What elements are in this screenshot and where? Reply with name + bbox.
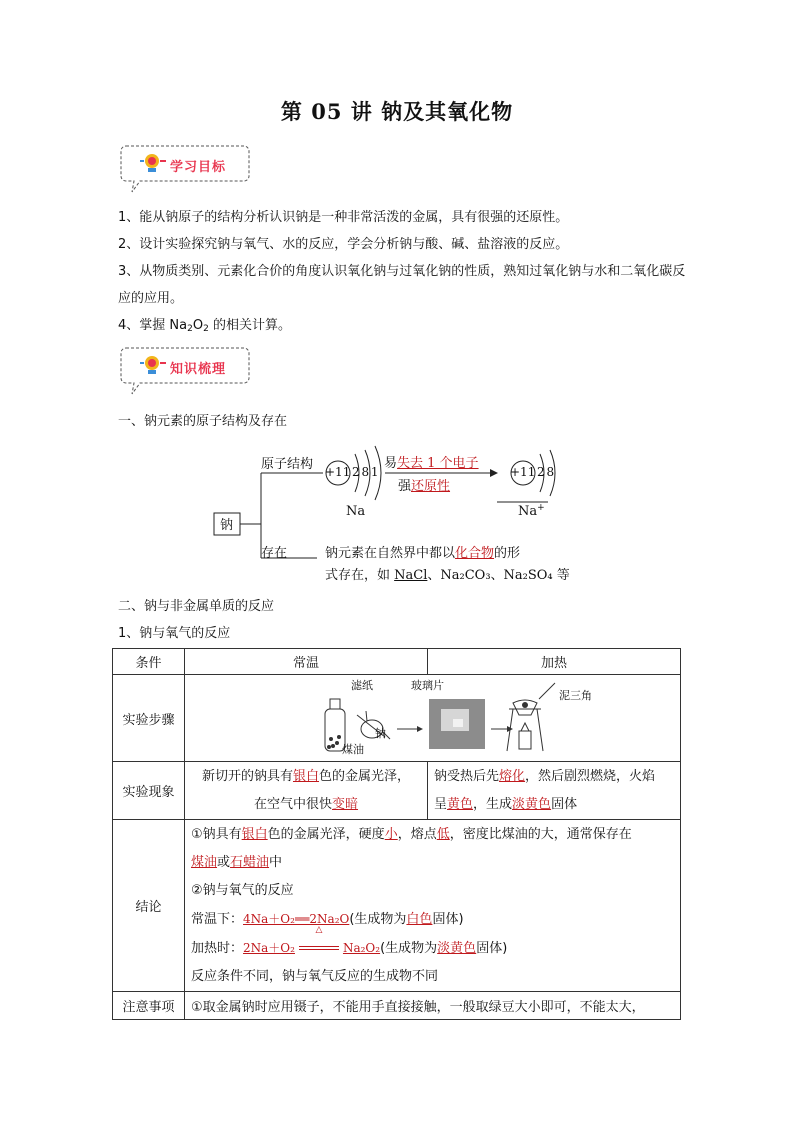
goal-item-2: 2、设计实验探究钠与氧气、水的反应，学会分析钠与酸、碱、盐溶液的反应。 [118, 237, 569, 252]
phenom-text: 新切开的钠具有 [201, 768, 293, 784]
branch-atomic-structure: 原子结构 [261, 457, 314, 472]
phenom-text: ，然后剧烈燃烧，火焰 [525, 768, 656, 784]
phenomena-heating [428, 762, 681, 820]
equation-room-temp: 4Na＋O₂══2Na₂O [243, 911, 350, 926]
arrow-top-answer: 失去 1 个电子 [397, 456, 479, 471]
concl-answer: 白色 [406, 911, 433, 927]
goal-item-3: 3、从物质类别、元素化合价的角度认识氧化钠与过氧化钠的性质，熟知过氧化钠与水和二氧化碳反应的应用。 [118, 264, 686, 306]
atom2-charge: + [537, 503, 545, 513]
section-heading-2: 二、钠与非金属单质的反应 [118, 599, 275, 614]
phenomena-room-temp [185, 762, 428, 820]
existence-text: 钠元素在自然界中都以 [325, 546, 456, 561]
label-clay-triangle: 泥三角 [559, 689, 592, 702]
phenom-answer: 淡黄色 [512, 796, 552, 812]
phenom-text: ，生成 [473, 796, 513, 812]
concl-answer: 煤油 [191, 854, 218, 870]
formula-sub: 2 [203, 324, 209, 334]
concl-text: 固体) [432, 911, 464, 927]
label-kerosene: 煤油 [342, 743, 364, 756]
label-glass-slide: 玻璃片 [411, 679, 444, 692]
phenom-answer: 熔化 [499, 768, 526, 784]
arrow-top-prefix: 易 [384, 456, 398, 471]
concl-text: (生成物为 [349, 911, 407, 927]
learning-goals-label: 学习目标 [170, 160, 227, 175]
row-label-phenomena: 实验现象 [113, 762, 185, 820]
arrow-bottom-prefix: 强 [398, 479, 412, 494]
concl-text: (生成物为 [380, 940, 438, 956]
equation-heat-arrow [295, 924, 343, 963]
phenom-text: 在空气中很快 [253, 796, 332, 812]
subsection-heading-1: 1、钠与氧气的反应 [118, 626, 231, 641]
section-heading-1: 一、钠元素的原子结构及存在 [118, 414, 288, 429]
concl-text: ①钠具有 [191, 826, 242, 842]
existence-text: 式存在，如 [325, 568, 395, 583]
knowledge-badge [118, 342, 250, 396]
concl-text: 加热时： [191, 940, 244, 956]
arrow-bottom-answer: 还原性 [411, 479, 451, 494]
knowledge-label: 知识梳理 [170, 362, 227, 377]
concl-text: 反应条件不同，钠与氧气反应的生成物不同 [191, 968, 439, 984]
phenom-text: 色的金属光泽， [319, 768, 411, 784]
atom2-name: Na [518, 504, 538, 519]
double-line [299, 946, 339, 950]
phenom-text: 呈 [434, 796, 448, 812]
learning-goals-badge [118, 140, 250, 194]
heat-condition-icon: △ [315, 924, 323, 935]
table-row-notes [113, 992, 681, 1020]
root-sodium: 钠 [220, 518, 234, 533]
atom1-shells: 2 8 1 [352, 465, 378, 479]
goal-item-4-suffix: 的相关计算。 [208, 318, 291, 333]
branch-existence: 存在 [261, 546, 288, 561]
sodium-structure-diagram [205, 440, 625, 590]
experiment-images [185, 675, 681, 762]
label-filter-paper: 滤纸 [351, 679, 373, 692]
header-room-temp: 常温 [185, 649, 428, 675]
phenom-text: 固体 [551, 796, 578, 812]
formula-na: Na [169, 318, 188, 333]
equation-heat-product: Na₂O₂ [342, 940, 381, 955]
formula-sub: 2 [187, 324, 193, 334]
atom2-shells: 2 8 [537, 465, 554, 479]
phenom-answer: 银白 [292, 768, 319, 784]
row-label-conclusion: 结论 [113, 820, 185, 992]
goal-item-4 [118, 312, 688, 343]
atom1-name: Na [346, 504, 366, 519]
phenom-text: 钠受热后先 [434, 768, 500, 784]
goal-item-4-prefix: 4、掌握 [118, 318, 170, 333]
arrow-top-text [384, 452, 479, 471]
equation-heat-reactants: 2Na＋O₂ [243, 940, 295, 955]
conclusion-content [185, 820, 681, 992]
concl-answer: 低 [436, 826, 450, 842]
table-row-steps [113, 675, 681, 762]
lesson-title: 第 05 讲 钠及其氧化物 [280, 99, 514, 124]
concl-text: 常温下： [191, 911, 244, 927]
phenom-answer: 变暗 [332, 796, 359, 812]
concl-answer: 银白 [241, 826, 268, 842]
row-label-steps: 实验步骤 [113, 675, 185, 762]
existence-line-1 [325, 542, 520, 561]
table-header-row [113, 649, 681, 675]
concl-text: 或 [217, 854, 231, 870]
atom2-ion [518, 503, 545, 519]
header-heating: 加热 [428, 649, 681, 675]
concl-text: 固体) [476, 940, 508, 956]
arrow-bottom-text [398, 475, 450, 494]
label-sodium: 钠 [375, 727, 386, 740]
concl-text: 色的金属光泽，硬度 [267, 826, 385, 842]
sodium-oxygen-table [112, 648, 681, 1020]
phenom-answer: 黄色 [447, 796, 474, 812]
concl-answer: 淡黄色 [437, 940, 477, 956]
concl-text: 中 [269, 854, 283, 870]
row-label-notes: 注意事项 [113, 992, 185, 1020]
header-condition: 条件 [113, 649, 185, 675]
existence-line-2 [325, 564, 570, 583]
atom1-nucleus: +11 [325, 465, 351, 479]
table-row-phenomena [113, 762, 681, 820]
existence-example-nacl: NaCl [394, 568, 428, 583]
existence-text: 的形 [494, 546, 521, 561]
formula-o: O [192, 318, 204, 333]
table-row-conclusion [113, 820, 681, 992]
notes-content: ①取金属钠时应用镊子，不能用手直接接触，一般取绿豆大小即可，不能太大， [185, 992, 681, 1020]
concl-text: ②钠与氧气的反应 [191, 882, 294, 898]
concl-text: ，密度比煤油的大，通常保存在 [449, 826, 632, 842]
concl-answer: 小 [384, 826, 398, 842]
concl-answer: 石蜡油 [230, 854, 270, 870]
goal-item-1: 1、能从钠原子的结构分析认识钠是一种非常活泼的金属，具有很强的还原性。 [118, 210, 569, 225]
existence-answer: 化合物 [455, 546, 495, 561]
existence-examples: 、Na₂CO₃、Na₂SO₄ 等 [427, 568, 570, 583]
concl-text: ，熔点 [397, 826, 437, 842]
atom2-nucleus: +11 [510, 465, 536, 479]
